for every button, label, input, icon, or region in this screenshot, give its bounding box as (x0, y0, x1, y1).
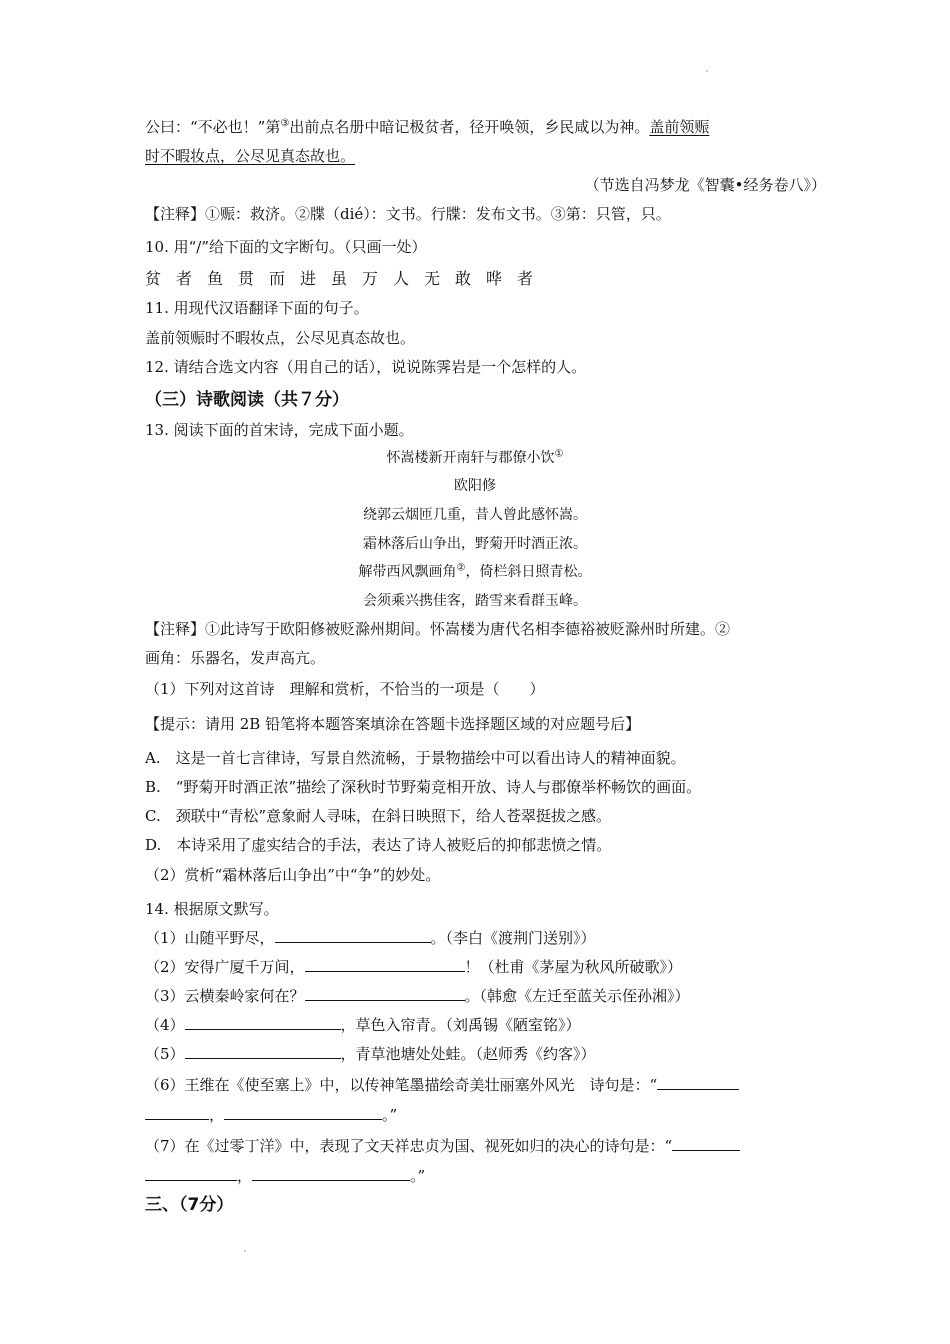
section-heading: （三）诗歌阅读（共７分） (145, 390, 349, 410)
footnote-marker: ② (456, 562, 466, 574)
passage-line-2 (145, 145, 355, 167)
q10-char: 人 (393, 269, 410, 288)
poem-text: ，倚栏斜日照青松。 (465, 564, 592, 580)
option-b: B. “野菊开时酒正浓”描绘了深秋时节野菊竞相开放、诗人与郡僚举杯畅饮的画面。 (145, 778, 702, 796)
answer-blank[interactable] (275, 927, 431, 943)
item-text: 。” (382, 1106, 398, 1124)
item-text: 。（韩愈《左迁至蓝关示侄孙湘》） (464, 987, 690, 1005)
q10-char: 敢 (455, 269, 472, 288)
q10-char: 虽 (331, 269, 348, 288)
underlined-sentence: 盖前领赈 (649, 118, 710, 136)
item-text: 。” (410, 1167, 426, 1185)
poem-title (0, 447, 950, 469)
q10-char: 进 (300, 269, 317, 288)
poem-text: 解带西风飘画角 (358, 564, 457, 580)
fill-item (145, 1014, 581, 1036)
q10-char: 哗 (486, 269, 503, 288)
option-d: D. 本诗采用了虚实结合的手法，表达了诗人被贬后的抑郁悲愤之情。 (145, 836, 612, 854)
q12-prompt: 12. 请结合选文内容（用自己的话），说说陈霁岩是一个怎样的人。 (145, 358, 587, 376)
q11-sentence: 盖前领赈时不暇妆点，公尽见真态故也。 (145, 329, 416, 347)
footnote-marker: ① (554, 448, 564, 460)
q13-prompt: 13. 阅读下面的首宋诗，完成下面小题。 (145, 421, 414, 439)
q10-char: 万 (362, 269, 379, 288)
scan-speck (706, 70, 708, 72)
poem-line: 会须乘兴携佳客，踏雪来看群玉峰。 (363, 593, 587, 609)
fill-item (145, 956, 682, 978)
part-heading: 三、（7分） (145, 1195, 234, 1215)
item-text: 。（李白《渡荆门送别》） (430, 929, 596, 947)
option-c: C. 颈联中“青松”意象耐人寻味，在斜日映照下，给人苍翠挺拔之感。 (145, 807, 612, 825)
answer-blank[interactable] (305, 956, 465, 972)
q13-sub2: （2）赏析“霜林落后山争出”中“争”的妙处。 (145, 866, 441, 884)
item-text: （2）安得广厦千万间， (145, 958, 305, 976)
q10-char-row (145, 268, 548, 290)
answer-blank[interactable] (672, 1135, 740, 1151)
passage-line-1 (145, 116, 709, 138)
passage-source: （节选自冯梦龙《智囊•经务卷八》） (584, 176, 826, 194)
poem-line (0, 561, 950, 583)
item-text: ，青草池塘处处蛙。（赵师秀《约客》） (340, 1045, 596, 1063)
answer-blank[interactable] (252, 1165, 410, 1181)
q10-char: 鱼 (207, 269, 224, 288)
q10-char: 者 (517, 269, 534, 288)
answer-blank[interactable] (145, 1104, 209, 1120)
fill-item-cont (145, 1104, 397, 1126)
answer-blank[interactable] (145, 1165, 237, 1181)
passage-text: 出前点名册中暗记极贫者，径开唤领，乡民咸以为神。 (289, 118, 650, 136)
q10-char: 贫 (145, 269, 162, 288)
option-a: A. 这是一首七言律诗，写景自然流畅，于景物描绘中可以看出诗人的精神面貌。 (145, 749, 686, 767)
item-text: （5） (145, 1045, 185, 1063)
poem-line: 绕郭云烟匝几重，昔人曾此感怀嵩。 (363, 507, 587, 523)
q14-prompt: 14. 根据原文默写。 (145, 900, 279, 918)
passage-notes: 【注释】①赈：救济。②牒（dié）：文书。行牒：发布文书。③第：只管，只。 (145, 205, 671, 223)
passage-text: 公曰：“不必也！”第 (145, 118, 281, 136)
q10-char: 无 (424, 269, 441, 288)
answer-hint: 【提示：请用 2B 铅笔将本题答案填涂在答题卡选择题区域的对应题号后】 (145, 715, 641, 733)
item-text: ！（杜甫《茅屋为秋风所破歌》） (464, 958, 683, 976)
q10-char: 贯 (238, 269, 255, 288)
underlined-sentence: 时不暇妆点，公尽见真态故也。 (145, 147, 356, 165)
answer-blank[interactable] (224, 1104, 382, 1120)
q10-char: 者 (176, 269, 193, 288)
answer-blank[interactable] (185, 1043, 341, 1059)
fill-item (145, 1135, 740, 1157)
item-text: （7）在《过零丁洋》中，表现了文天祥忠贞为国、视死如归的决心的诗句是：“ (145, 1137, 673, 1155)
footnote-marker: ③ (280, 118, 290, 129)
item-text: ， (209, 1106, 225, 1124)
fill-item (145, 927, 596, 949)
answer-blank[interactable] (305, 985, 465, 1001)
item-text: （4） (145, 1016, 185, 1034)
q11-prompt: 11. 用现代汉语翻译下面的句子。 (145, 299, 369, 317)
item-text: （1）山随平野尽， (145, 929, 275, 947)
answer-blank[interactable] (657, 1074, 739, 1090)
poem-line: 霜林落后山争出，野菊开时酒正浓。 (363, 536, 587, 552)
scan-speck (244, 1250, 246, 1252)
poem-notes: 【注释】①此诗写于欧阳修被贬滁州期间。怀嵩楼为唐代名相李德裕被贬滁州时所建。② (145, 620, 731, 638)
item-text: （3）云横秦岭家何在？ (145, 987, 305, 1005)
item-text: （6）王维在《使至塞上》中，以传神笔墨描绘奇美壮丽塞外风光 诗句是：“ (145, 1076, 658, 1094)
q10-prompt: 10. 用“/”给下面的文字断句。（只画一处） (145, 238, 427, 256)
poem-notes: 画角：乐器名，发声高亢。 (145, 649, 326, 667)
poem-title-text: 怀嵩楼新开南轩与郡僚小饮 (386, 450, 555, 466)
fill-item (145, 1074, 739, 1096)
fill-item-cont (145, 1165, 425, 1187)
poem-author: 欧阳修 (454, 478, 496, 494)
item-text: ，草色入帘青。（刘禹锡《陋室铭》） (340, 1016, 581, 1034)
item-text: ， (237, 1167, 253, 1185)
q13-sub1: （1）下列对这首诗 理解和赏析，不恰当的一项是（ ） (145, 680, 545, 698)
fill-item (145, 1043, 596, 1065)
fill-item (145, 985, 690, 1007)
q10-char: 而 (269, 269, 286, 288)
answer-blank[interactable] (185, 1014, 341, 1030)
